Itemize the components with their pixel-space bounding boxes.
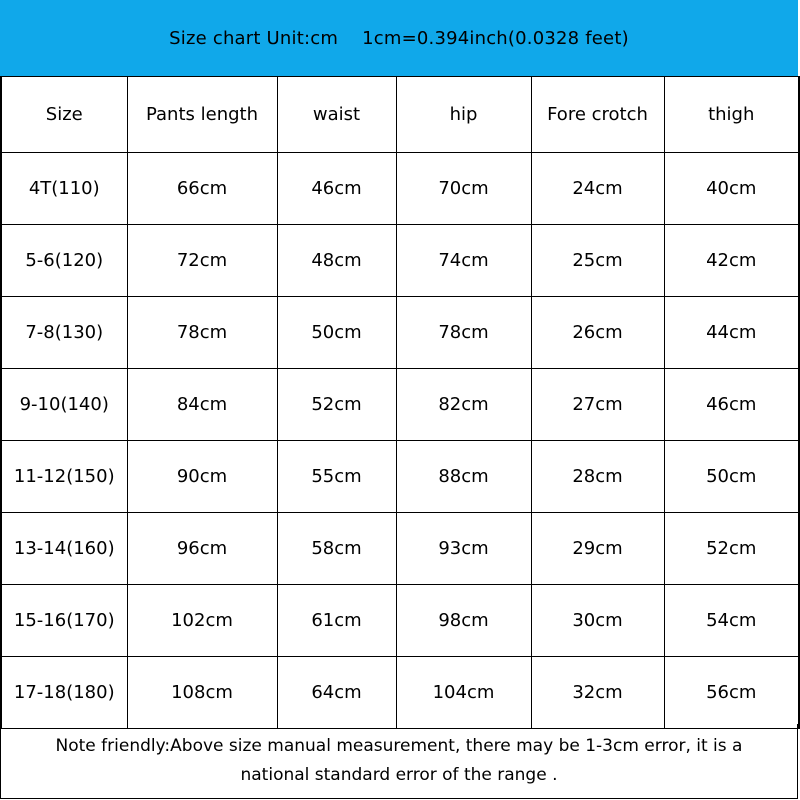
table-cell: 102cm xyxy=(127,585,277,657)
table-cell: 82cm xyxy=(396,369,531,441)
table-cell: 84cm xyxy=(127,369,277,441)
table-cell: 4T(110) xyxy=(1,153,127,225)
note-line: national standard error of the range . xyxy=(240,765,558,785)
title-banner xyxy=(0,0,798,77)
table-cell: 88cm xyxy=(396,441,531,513)
table-cell: 98cm xyxy=(396,585,531,657)
table-cell: 28cm xyxy=(531,441,664,513)
table-cell: 93cm xyxy=(396,513,531,585)
table-cell: 61cm xyxy=(277,585,396,657)
table-cell: 50cm xyxy=(664,441,799,513)
table-cell: 15-16(170) xyxy=(1,585,127,657)
table-row xyxy=(1,657,799,729)
note-line: Note friendly:Above size manual measurement, there may be 1-3cm error, it is a xyxy=(55,736,743,756)
header-cell: waist xyxy=(277,77,396,153)
table-row xyxy=(1,297,799,369)
header-cell: Pants length xyxy=(127,77,277,153)
table-cell: 7-8(130) xyxy=(1,297,127,369)
table-cell: 56cm xyxy=(664,657,799,729)
table-cell: 48cm xyxy=(277,225,396,297)
table-cell: 55cm xyxy=(277,441,396,513)
table-row xyxy=(1,225,799,297)
table-cell: 42cm xyxy=(664,225,799,297)
header-cell: thigh xyxy=(664,77,799,153)
measurement-note xyxy=(0,724,798,799)
table-cell: 50cm xyxy=(277,297,396,369)
table-cell: 30cm xyxy=(531,585,664,657)
table-cell: 46cm xyxy=(277,153,396,225)
table-cell: 5-6(120) xyxy=(1,225,127,297)
table-cell: 90cm xyxy=(127,441,277,513)
unit-conversion: 1cm=0.394inch(0.0328 feet) xyxy=(362,27,629,49)
table-cell: 78cm xyxy=(396,297,531,369)
table-cell: 29cm xyxy=(531,513,664,585)
table-cell: 13-14(160) xyxy=(1,513,127,585)
table-cell: 24cm xyxy=(531,153,664,225)
header-cell: Fore crotch xyxy=(531,77,664,153)
size-table xyxy=(0,76,800,729)
header-row xyxy=(1,77,799,153)
table-cell: 46cm xyxy=(664,369,799,441)
table-cell: 104cm xyxy=(396,657,531,729)
table-cell: 40cm xyxy=(664,153,799,225)
table-cell: 54cm xyxy=(664,585,799,657)
table-cell: 17-18(180) xyxy=(1,657,127,729)
table-cell: 66cm xyxy=(127,153,277,225)
table-cell: 64cm xyxy=(277,657,396,729)
header-cell: hip xyxy=(396,77,531,153)
table-row xyxy=(1,441,799,513)
table-cell: 58cm xyxy=(277,513,396,585)
table-cell: 44cm xyxy=(664,297,799,369)
table-cell: 96cm xyxy=(127,513,277,585)
table-row xyxy=(1,513,799,585)
table-cell: 27cm xyxy=(531,369,664,441)
table-cell: 72cm xyxy=(127,225,277,297)
table-cell: 74cm xyxy=(396,225,531,297)
chart-title: Size chart Unit:cm xyxy=(169,27,339,49)
table-row xyxy=(1,585,799,657)
table-cell: 11-12(150) xyxy=(1,441,127,513)
table-cell: 78cm xyxy=(127,297,277,369)
table-cell: 32cm xyxy=(531,657,664,729)
table-row xyxy=(1,369,799,441)
table-cell: 70cm xyxy=(396,153,531,225)
table-row xyxy=(1,153,799,225)
table-cell: 26cm xyxy=(531,297,664,369)
table-cell: 9-10(140) xyxy=(1,369,127,441)
table-cell: 25cm xyxy=(531,225,664,297)
table-cell: 108cm xyxy=(127,657,277,729)
table-cell: 52cm xyxy=(664,513,799,585)
table-cell: 52cm xyxy=(277,369,396,441)
header-cell: Size xyxy=(1,77,127,153)
